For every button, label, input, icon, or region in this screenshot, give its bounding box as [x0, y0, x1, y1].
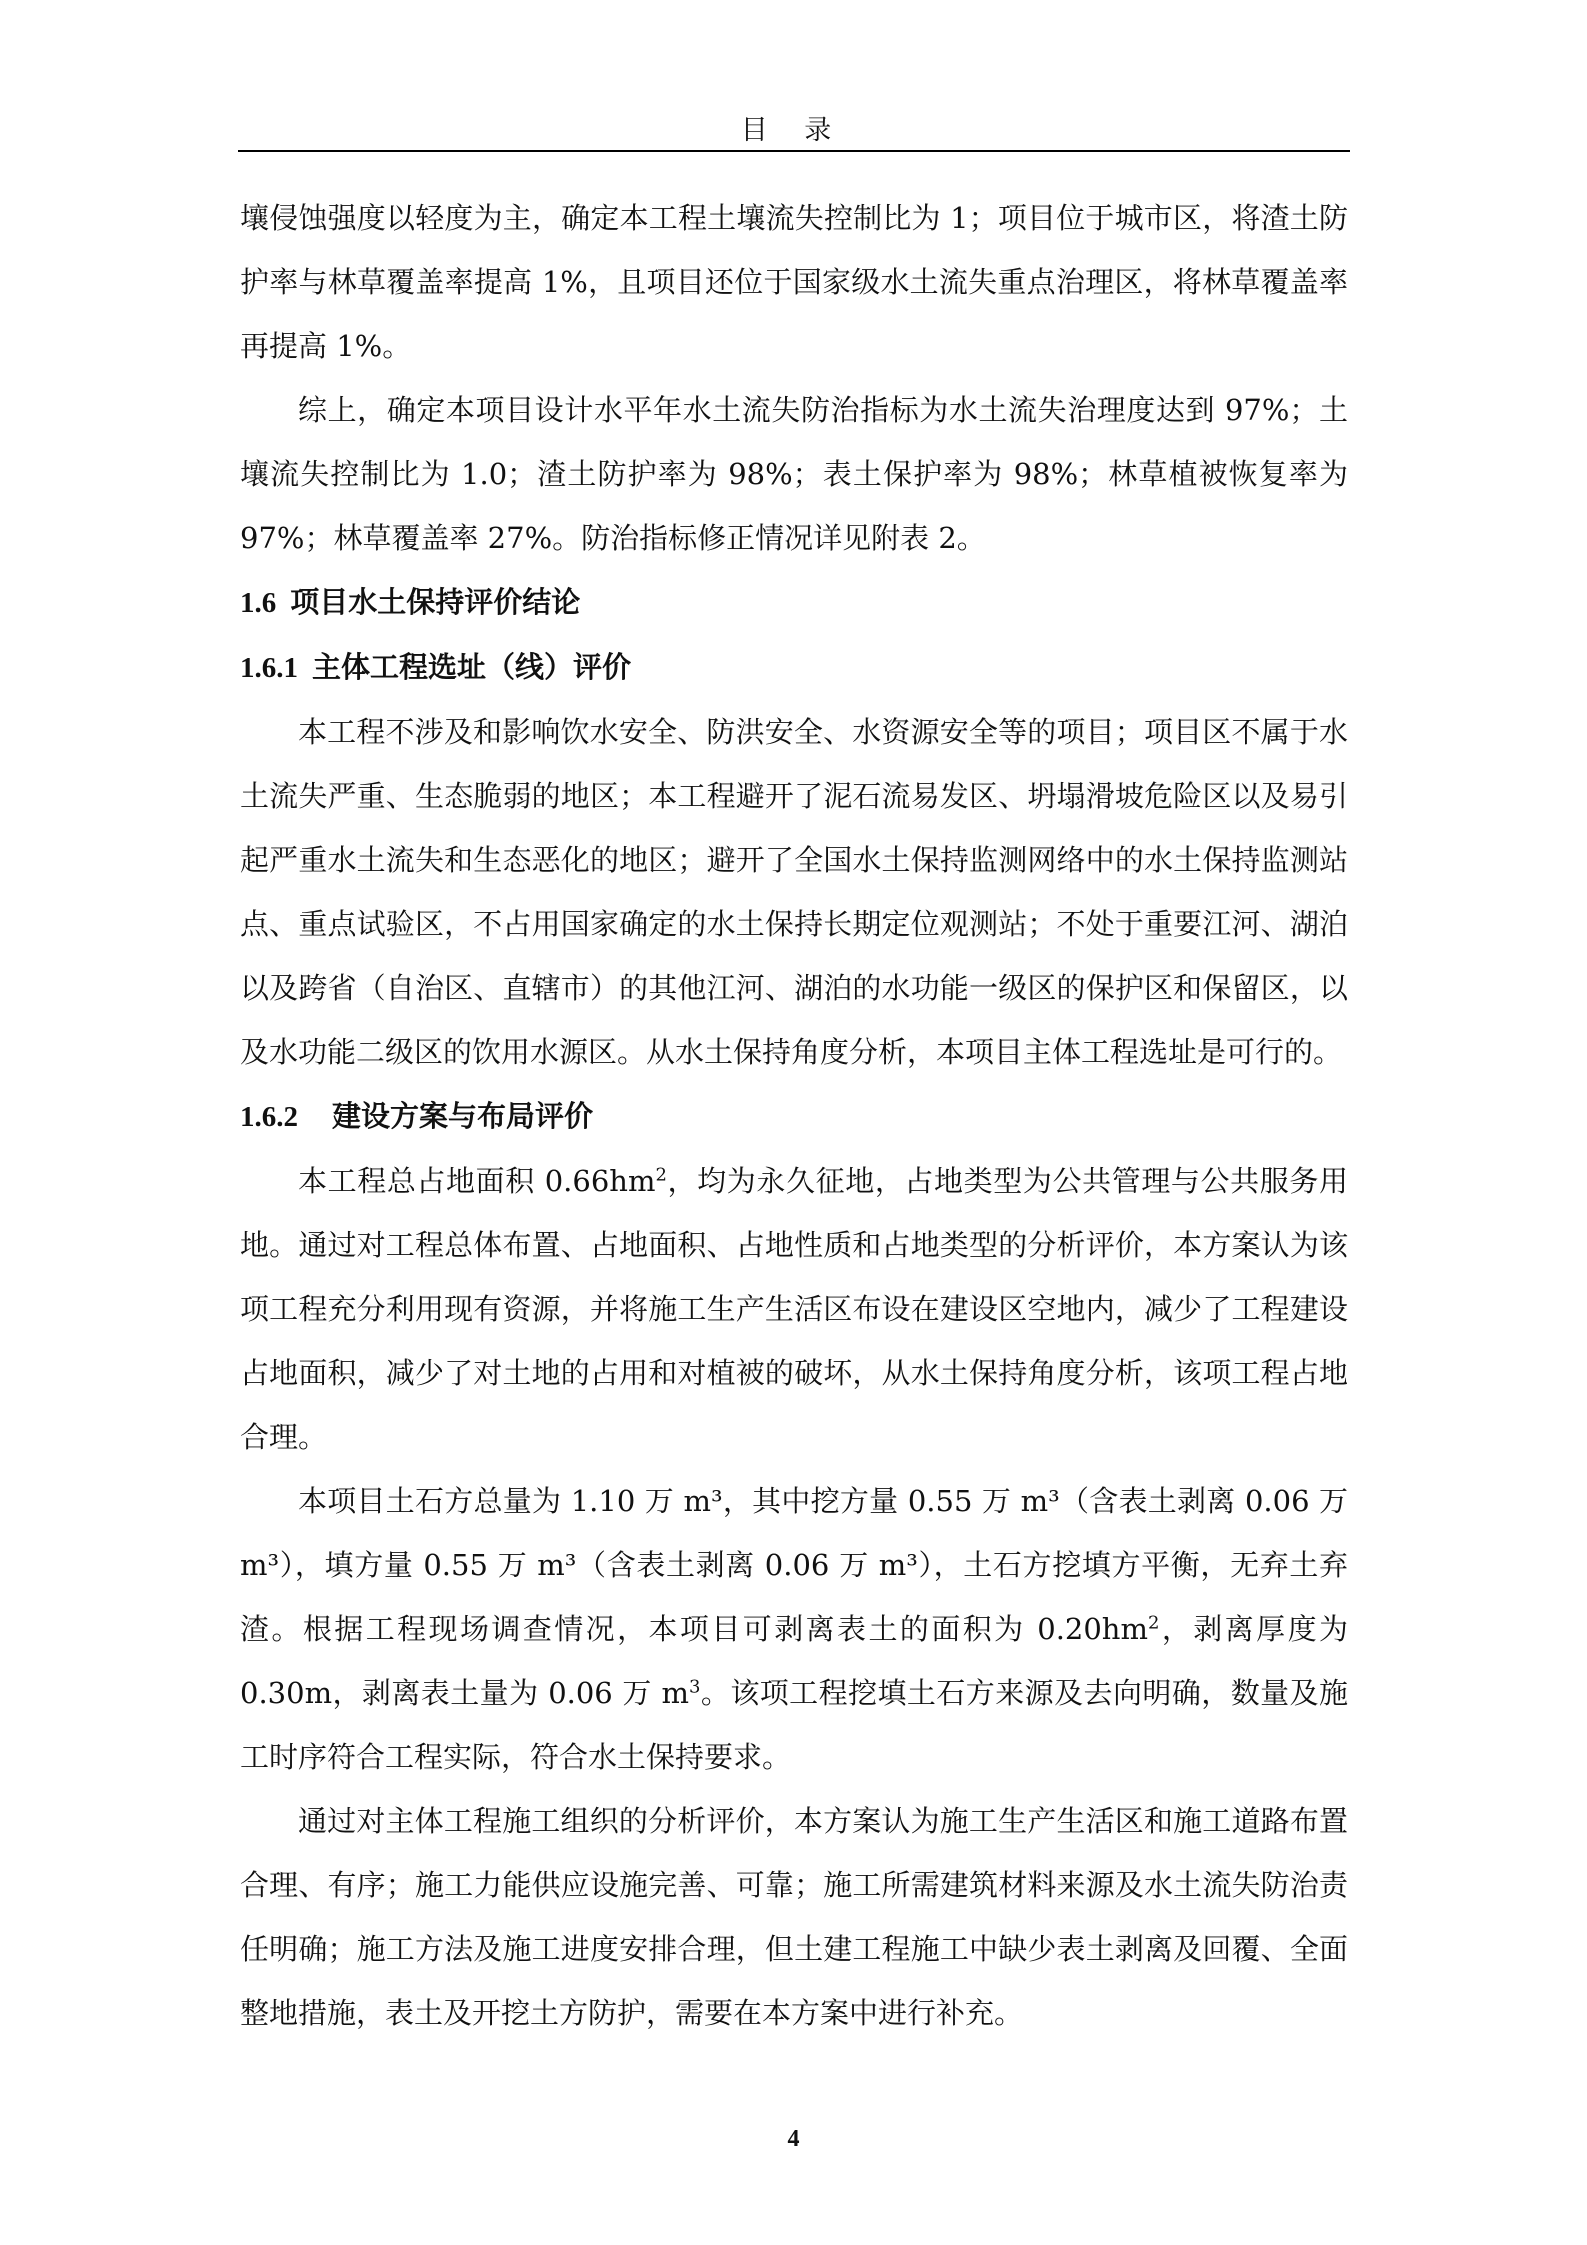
heading-number: 1.6.1: [240, 652, 298, 684]
paragraph-site-evaluation: 本工程不涉及和影响饮水安全、防洪安全、水资源安全等的项目；项目区不属于水土流失严重、生态脆弱的地区；本工程避开了泥石流易发区、坍塌滑坡危险区以及易引起严重水土流失和生态恶化的地区；避开了全国水土保持监测网络中的水土保持监测站点、重点试验区，不占用国家确定的水土保持长期定位观测站；不处于重要江河、湖泊以及跨省（自治区、直辖市）的其他江河、湖泊的水功能一级区的保护区和保留区，以及水功能二级区的饮用水源区。从水土保持角度分析，本项目主体工程选址是可行的。: [240, 715, 1348, 1069]
heading-number: 1.6.2: [240, 1101, 298, 1133]
paragraph-continued: 壤侵蚀强度以轻度为主，确定本工程土壤流失控制比为 1；项目位于城市区，将渣土防护率与林草覆盖率提高 1%，且项目还位于国家级水土流失重点治理区，将林草覆盖率再提高 1%。: [240, 201, 1348, 363]
document-body: [240, 186, 1348, 2045]
heading-title: 主体工程选址（线）评价: [312, 650, 632, 684]
paragraph-summary: 综上，确定本项目设计水平年水土流失防治指标为水土流失治理度达到 97%；土壤流失控制比为 1.0；渣土防护率为 98%；表土保护率为 98%；林草植被恢复率为 97%；林草覆盖率 27%。防治指标修正情况详见附表 2。: [240, 393, 1348, 555]
page-number: 4: [787, 2126, 800, 2152]
heading-1-6-1: [240, 635, 1348, 700]
paragraph-land-occupation: [240, 1149, 1348, 1469]
text-run: 本项目土石方总量为 1.10 万 m³，其中挖方量 0.55 万 m³（含表土剥离 0.06 万 m³），填方量 0.55 万 m³（含表土剥离 0.06 万 m³），土石方挖填方平衡，无弃土弃渣。根据工程现场调查情况，本项目可剥离表土的面积为 0.20hm: [240, 1484, 1348, 1646]
heading-1-6-2: [240, 1084, 1348, 1149]
superscript: 2: [655, 1164, 667, 1186]
text-run: 。该项工程挖填土石方来源及去向明确，数量及施工时序符合工程实际，符合水土保持要求。: [240, 1676, 1348, 1774]
heading-1-6: [240, 570, 1348, 635]
page-header-title: 目 录: [740, 115, 846, 146]
text-run: ，剥离厚度为 0.30m，剥离表土量为 0.06 万 m: [240, 1612, 1348, 1710]
paragraph-earthwork: [240, 1469, 1348, 1789]
superscript: 2: [1148, 1612, 1160, 1634]
heading-title: 建设方案与布局评价: [332, 1099, 594, 1133]
text-run: 本工程总占地面积 0.66hm: [298, 1164, 656, 1198]
paragraph-construction-organization: 通过对主体工程施工组织的分析评价，本方案认为施工生产生活区和施工道路布置合理、有序；施工力能供应设施完善、可靠；施工所需建筑材料来源及水土流失防治责任明确；施工方法及施工进度安排合理，但土建工程施工中缺少表土剥离及回覆、全面整地措施，表土及开挖土方防护，需要在本方案中进行补充。: [240, 1804, 1348, 2030]
superscript: 3: [689, 1676, 701, 1698]
header-divider: [238, 150, 1350, 152]
heading-title: 项目水土保持评价结论: [290, 585, 581, 619]
heading-number: 1.6: [240, 587, 277, 619]
text-run: ，均为永久征地，占地类型为公共管理与公共服务用地。通过对工程总体布置、占地面积、占地性质和占地类型的分析评价，本方案认为该项工程充分利用现有资源，并将施工生产生活区布设在建设区空地内，减少了工程建设占地面积，减少了对土地的占用和对植被的破坏，从水土保持角度分析，该项工程占地合理。: [240, 1164, 1348, 1454]
